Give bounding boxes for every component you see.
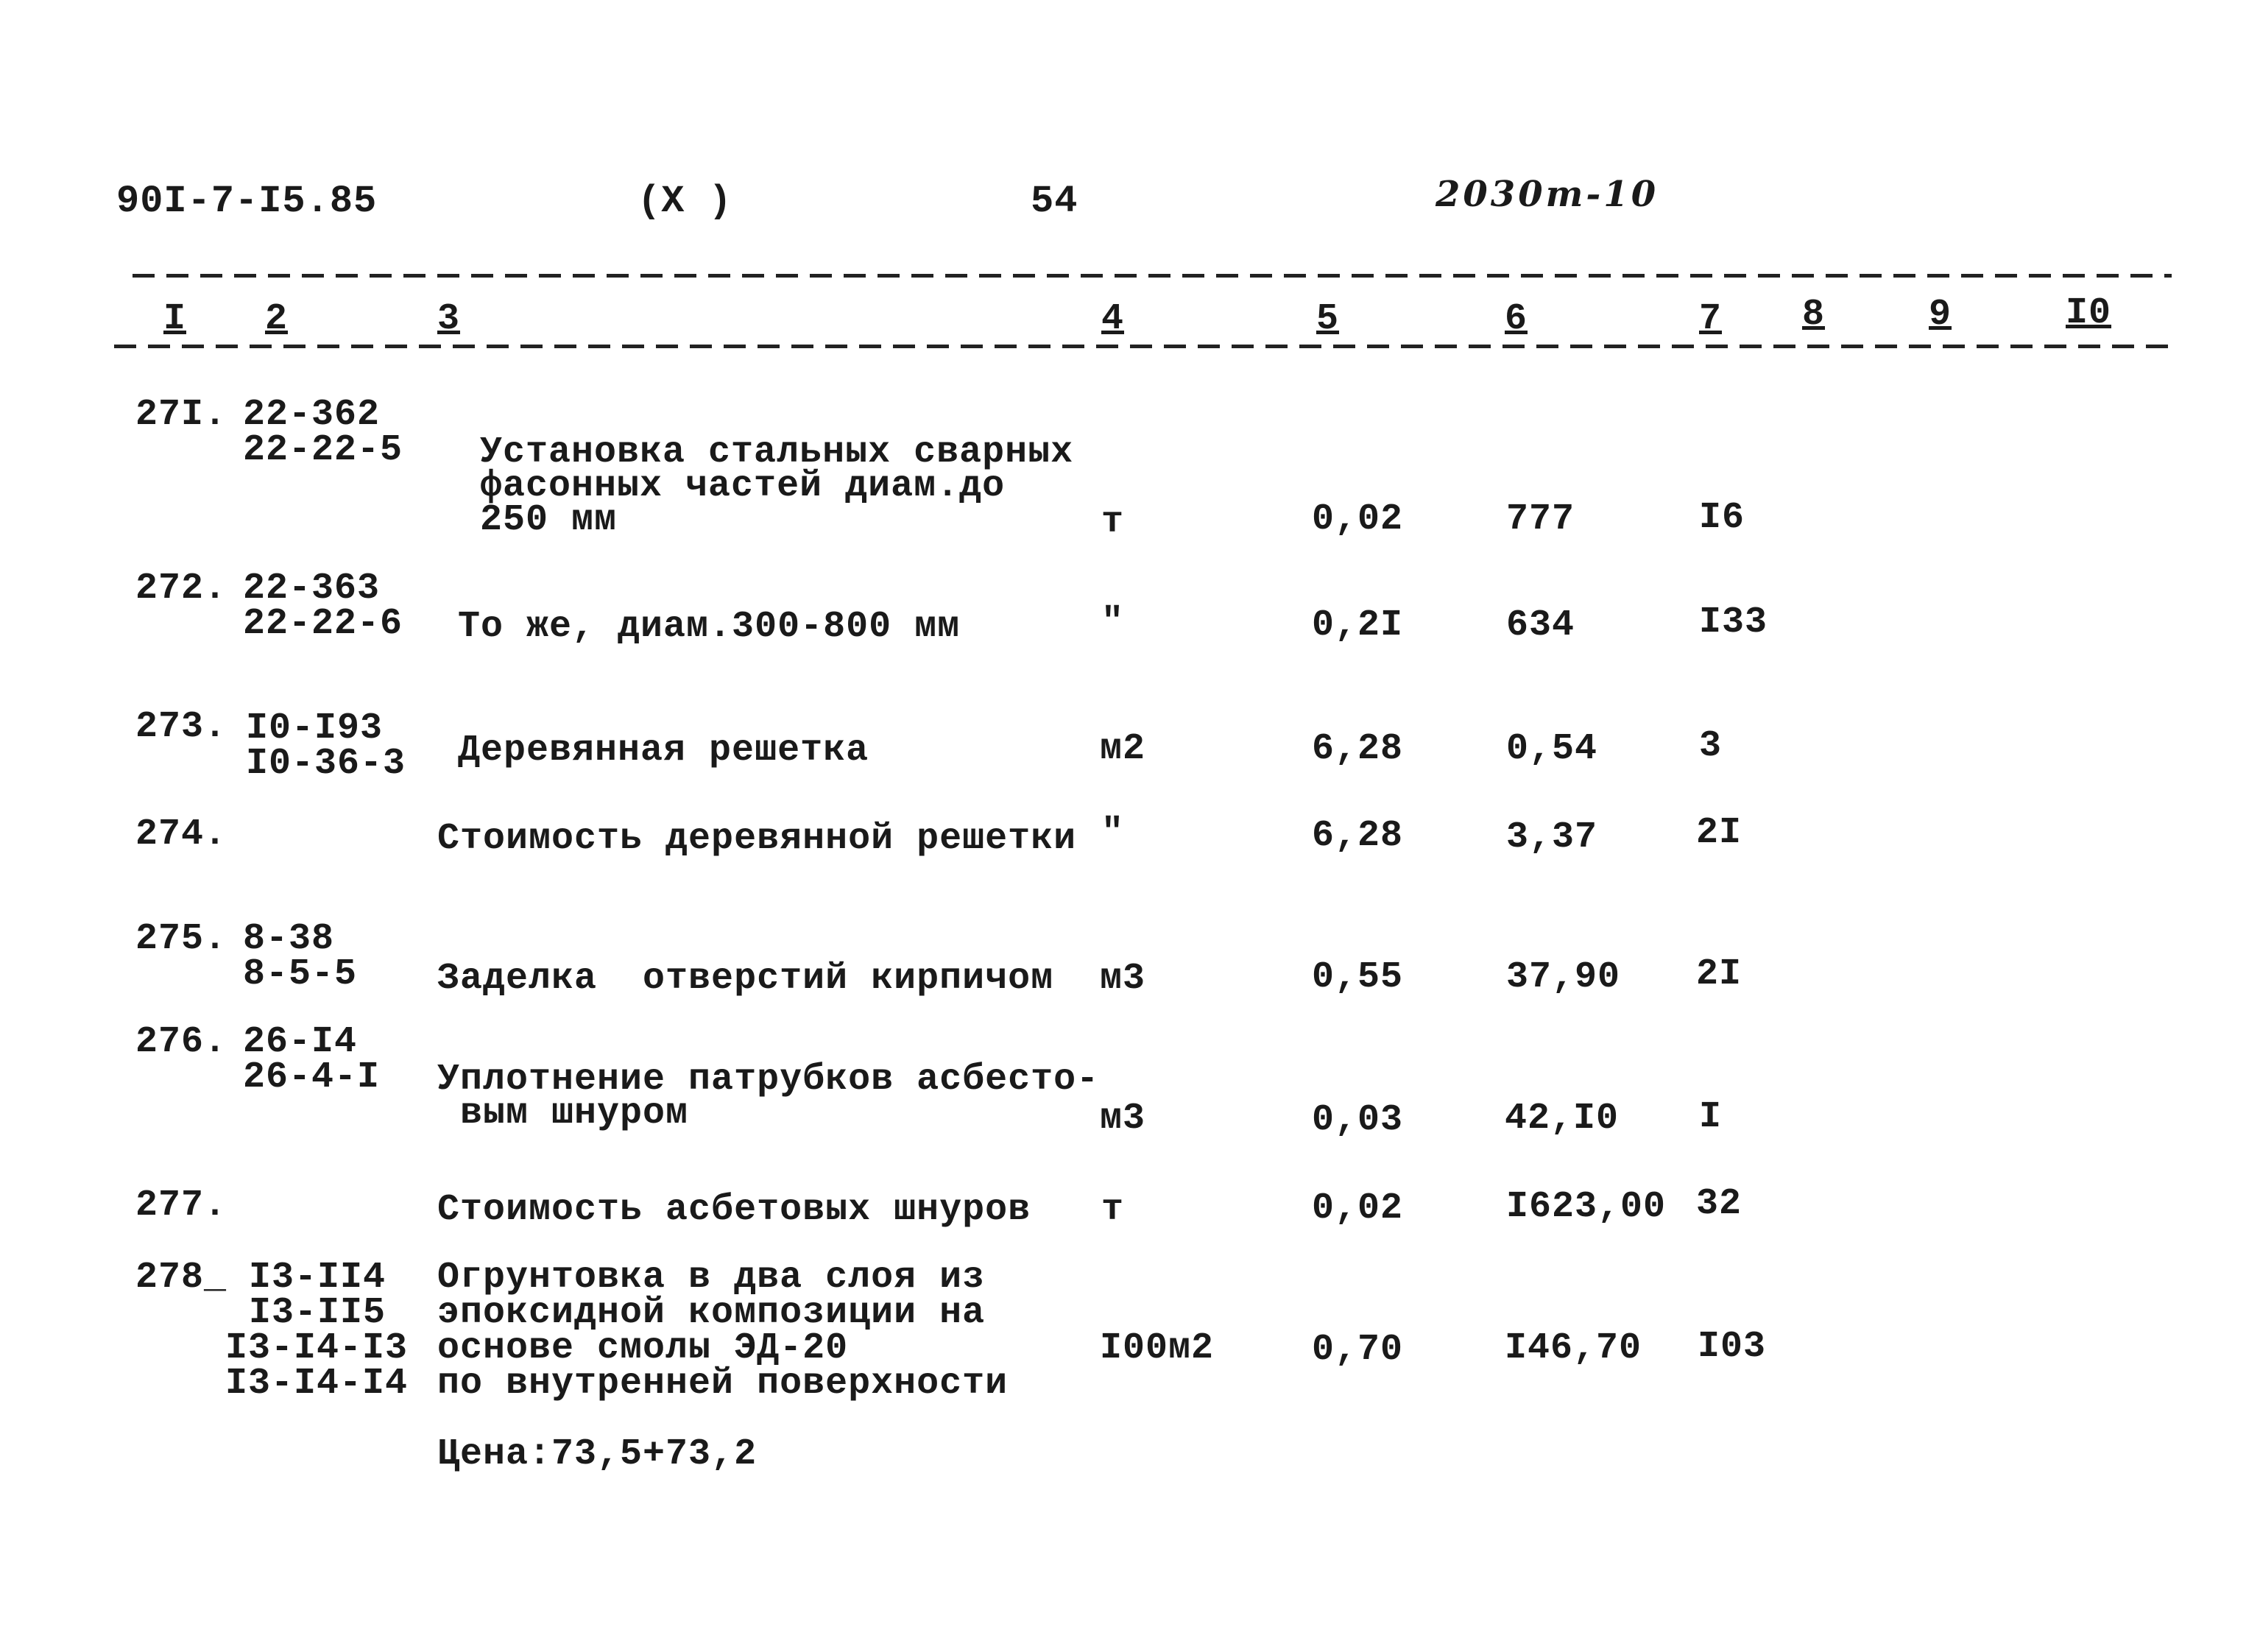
row-quantity: 0,02 (1312, 1187, 1404, 1229)
row-quantity: 0,03 (1312, 1099, 1404, 1141)
row-description: Деревянная решетка (458, 730, 869, 772)
col-header-8: 8 (1802, 294, 1826, 336)
row-price: 37,90 (1506, 956, 1621, 998)
col-header-2: 2 (265, 298, 289, 340)
row-number: 278_ (135, 1257, 227, 1299)
row-code: 22-22-6 (243, 603, 403, 645)
row-number: 27I. (135, 394, 227, 436)
row-number: 276. (135, 1021, 227, 1063)
row-code: 22-362 (243, 394, 381, 436)
top-dashed-rule (133, 274, 2172, 278)
row-total: 2I (1696, 812, 1742, 854)
row-description: Заделка отверстий кирпичом (437, 958, 1054, 1000)
row-description: То же, диам.300-800 мм (458, 606, 961, 648)
row-code: I3-II4 (249, 1257, 386, 1299)
row-code: 26-I4 (243, 1021, 358, 1063)
column-header-rule (114, 345, 2175, 348)
row-code: I0-I93 (246, 707, 384, 749)
col-header-10: I0 (2066, 292, 2112, 334)
row-code: 8-5-5 (243, 953, 358, 995)
row-total: I (1699, 1096, 1723, 1138)
row-unit: м2 (1100, 728, 1146, 770)
doc-code: 90I-7-I5.85 (116, 180, 378, 223)
row-code: 8-38 (243, 918, 335, 960)
row-description: Огрунтовка в два слоя из эпоксидной композиции на основе смолы ЭД-20 по внутренней поверхности (437, 1257, 1009, 1405)
row-price: 0,54 (1506, 728, 1598, 770)
row-code: 22-22-5 (243, 429, 403, 471)
row-number: 274. (135, 813, 227, 855)
row-total: I33 (1699, 601, 1768, 643)
col-header-3: 3 (437, 298, 461, 340)
row-description: Стоимость асбетовых шнуров (437, 1189, 1031, 1231)
row-unit: м3 (1100, 1098, 1146, 1140)
row-unit: т (1101, 1189, 1125, 1231)
row-quantity: 0,55 (1312, 956, 1404, 998)
row-price: 634 (1506, 604, 1575, 646)
row-total: I6 (1699, 497, 1745, 539)
col-header-6: 6 (1505, 298, 1528, 340)
row-unit: м3 (1100, 958, 1146, 1000)
row-code: I3-I4-I3 (225, 1327, 409, 1369)
row-unit: I00м2 (1100, 1327, 1215, 1369)
row-description: Установка стальных сварных фасонных частей диам.до 250 мм (480, 431, 1074, 541)
row-unit: т (1101, 501, 1125, 543)
row-quantity: 6,28 (1312, 728, 1404, 770)
col-header-1: I (163, 298, 187, 340)
row-quantity: 0,2I (1312, 604, 1404, 646)
row-code: 26-4-I (243, 1056, 381, 1098)
row-price: 3,37 (1506, 816, 1598, 858)
row-code: I3-I4-I4 (225, 1363, 409, 1405)
section-label: (X ) (638, 180, 732, 223)
row-total: 3 (1699, 725, 1723, 767)
row-price: 777 (1506, 498, 1575, 540)
row-number: 277. (135, 1185, 227, 1226)
col-header-9: 9 (1929, 294, 1952, 336)
row-number: 275. (135, 918, 227, 960)
row-number: 273. (135, 706, 227, 748)
row-description: Стоимость деревянной решетки (437, 818, 1077, 860)
row-price: I623,00 (1506, 1186, 1667, 1228)
row-code: I0-36-3 (246, 743, 406, 785)
col-header-7: 7 (1699, 298, 1723, 340)
row-quantity: 0,70 (1312, 1329, 1404, 1371)
row-total: 2I (1696, 953, 1742, 995)
handwritten-note: 2030т-10 (1436, 174, 1659, 215)
row-unit: " (1101, 812, 1125, 854)
row-total: I03 (1698, 1326, 1767, 1368)
price-footnote: Цена:73,5+73,2 (437, 1433, 758, 1475)
col-header-4: 4 (1101, 298, 1125, 340)
row-price: I46,70 (1505, 1327, 1642, 1369)
row-code: 22-363 (243, 568, 381, 610)
row-quantity: 0,02 (1312, 498, 1404, 540)
page-number: 54 (1031, 180, 1078, 223)
row-unit: " (1101, 601, 1125, 643)
row-quantity: 6,28 (1312, 815, 1404, 857)
row-description: Уплотнение патрубков асбесто- вым шнуром (437, 1059, 1100, 1134)
row-total: 32 (1696, 1183, 1742, 1225)
row-number: 272. (135, 568, 227, 610)
col-header-5: 5 (1316, 298, 1340, 340)
row-price: 42,I0 (1505, 1098, 1620, 1140)
row-code: I3-II5 (249, 1292, 386, 1334)
